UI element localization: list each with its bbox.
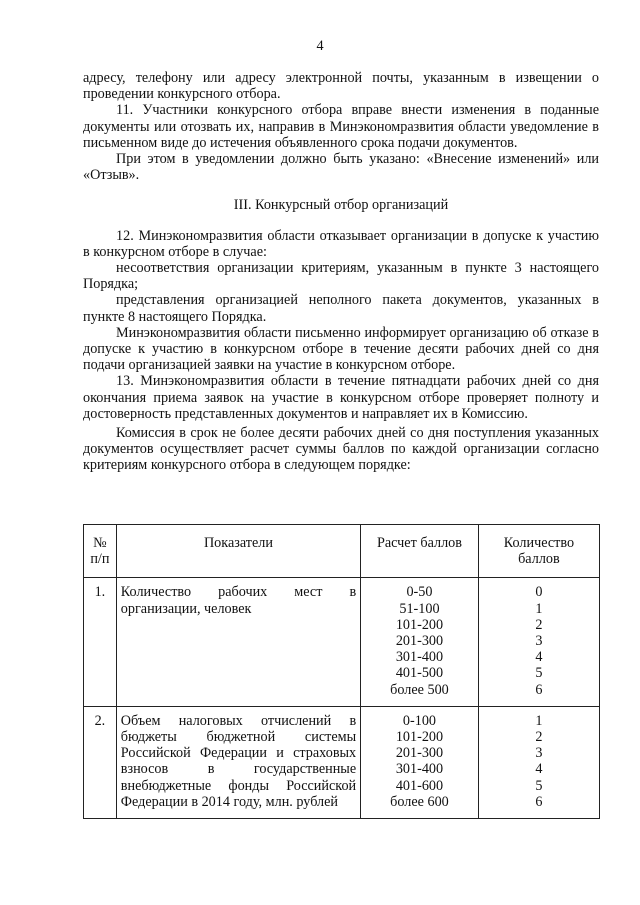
- row-scores: [478, 706, 599, 818]
- score-value: 4: [535, 649, 543, 666]
- table-row: [84, 578, 600, 706]
- range-value: более 600: [390, 793, 449, 810]
- range-value: более 500: [390, 681, 449, 698]
- range-value: 301-400: [395, 649, 444, 666]
- score-value: 4: [535, 761, 543, 778]
- row-indicator: Количество рабочих мест в организации, человек: [116, 578, 360, 706]
- paragraph: Комиссия в срок не более десяти рабочих дней со дня поступления указанных документов осуществляет расчет суммы баллов по каждой организации согласно критериям конкурсного отбора в следующем порядке:: [83, 425, 599, 474]
- header-score: Количество баллов: [478, 525, 599, 578]
- range-value: 101-200: [395, 616, 444, 633]
- range-value: 51-100: [399, 600, 440, 617]
- score-value: 1: [535, 712, 543, 729]
- row-num: 1.: [84, 578, 117, 706]
- row-ranges: [361, 578, 479, 706]
- range-value: 0-50: [406, 584, 433, 601]
- paragraph: При этом в уведомлении должно быть указано: «Внесение изменений» или «Отзыв».: [83, 151, 599, 184]
- paragraph: несоответствия организации критериям, указанным в пункте 3 настоящего Порядка;: [83, 260, 599, 293]
- paragraph-item-12: 12. Минэкономразвития области отказывает организации в допуске к участию в конкурсном отборе в случае:: [83, 227, 599, 260]
- score-value: 1: [535, 600, 543, 617]
- score-value: 2: [535, 729, 543, 746]
- range-value: 201-300: [395, 633, 444, 650]
- header-num: № п/п: [84, 525, 117, 578]
- row-indicator: Объем налоговых отчислений в бюджеты бюджетной системы Российской Федерации и страховых взносов в государственные внебюджетные фонды Российской Федерации в 2014 году, млн. рублей: [116, 706, 360, 818]
- header-indicator: Показатели: [116, 525, 360, 578]
- row-scores: [478, 578, 599, 706]
- range-value: 201-300: [395, 745, 444, 762]
- table-row: [84, 706, 600, 818]
- range-value: 401-600: [395, 777, 444, 794]
- range-value: 301-400: [395, 761, 444, 778]
- range-value: 401-500: [395, 665, 444, 682]
- score-value: 0: [535, 584, 543, 601]
- score-value: 2: [535, 616, 543, 633]
- criteria-table: [83, 524, 600, 819]
- range-value: 101-200: [395, 729, 444, 746]
- row-ranges: [361, 706, 479, 818]
- table-header-row: [84, 525, 600, 578]
- paragraph: адресу, телефону или адресу электронной почты, указанным в извещении о проведении конкурсного отбора.: [83, 70, 599, 103]
- section-heading: III. Конкурсный отбор организаций: [233, 197, 449, 214]
- paragraph-item-11: 11. Участники конкурсного отбора вправе внести изменения в поданные документы или отозвать их, направив в Минэкономразвития области уведомление в письменном виде до истечения объявленного срока подачи документов.: [83, 102, 599, 151]
- row-num: 2.: [84, 706, 117, 818]
- paragraph-item-13: 13. Минэкономразвития области в течение пятнадцати рабочих дней со дня окончания приема заявок на участие в конкурсном отборе проверяет полноту и достоверность представленных документов и направляет их в Комиссию.: [83, 373, 599, 422]
- score-value: 3: [535, 633, 543, 650]
- page-number: 4: [316, 38, 324, 54]
- score-value: 6: [535, 793, 543, 810]
- range-value: 0-100: [402, 712, 437, 729]
- paragraph: представления организацией неполного пакета документов, указанных в пункте 8 настоящего Порядка.: [83, 292, 599, 325]
- score-value: 6: [535, 681, 543, 698]
- score-value: 5: [535, 777, 543, 794]
- score-value: 5: [535, 665, 543, 682]
- score-value: 3: [535, 745, 543, 762]
- paragraph: Минэкономразвития области письменно информирует организацию об отказе в допуске к участию в конкурсном отборе в течение десяти рабочих дней со дня подачи организацией заявки на участие в конкурсном отборе.: [83, 324, 599, 374]
- header-range: Расчет баллов: [361, 525, 479, 578]
- document-text: [83, 70, 599, 474]
